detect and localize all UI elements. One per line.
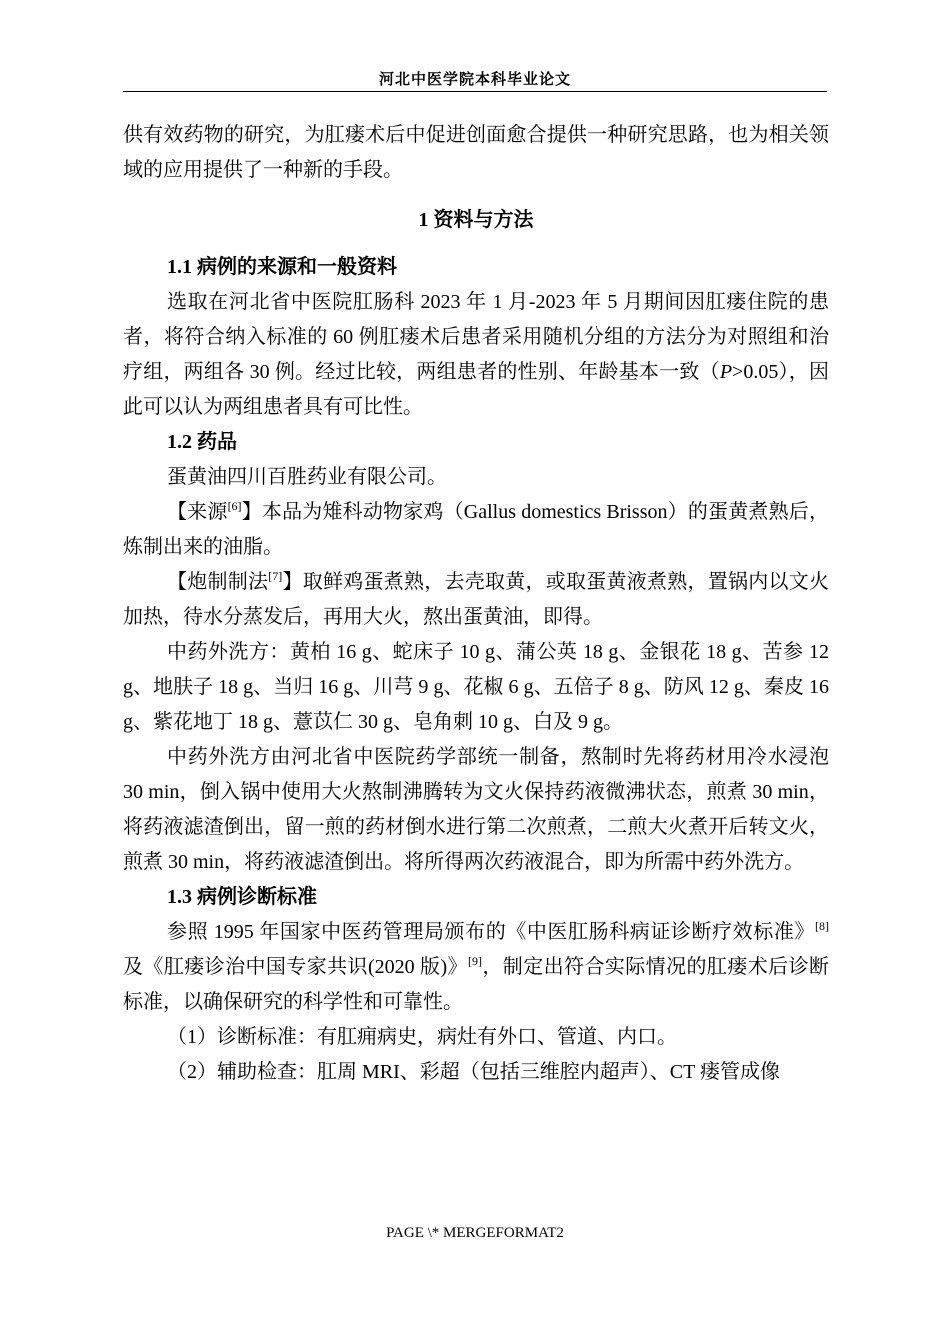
paragraph-decoction: 中药外洗方由河北省中医院药学部统一制备，熬制时先将药材用冷水浸泡 30 min，倒入锅中使用大火熬制沸腾转为文火保持药液微沸状态，煎煮 30 min，将药液滤渣倒出，留一煎的药材倒水进行第二次煎煮，二煎大火煮开后转文火，煎煮 30 min，将药液滤渣倒出。将所得两次药液混合，即为所需中药外洗方。 xyxy=(123,746,829,873)
section-heading: 1 资料与方法 xyxy=(418,209,534,231)
citation-ref: [6] xyxy=(227,499,242,513)
text-run: ，制定出符合实际情况的肛瘘术后诊断标准，以确保研究的科学性和可靠性。 xyxy=(123,956,829,1013)
paragraph-drug: 蛋黄油四川百胜药业有限公司。 xyxy=(167,466,447,488)
paragraph-criteria-reference xyxy=(123,915,829,1020)
paragraph-continuation: 供有效药物的研究，为肛瘘术后中促进创面愈合提供一种研究思路，也为相关领域的应用提供了一种新的手段。 xyxy=(123,124,829,181)
text-run: 选取在河北省中医院肛肠科 2023 年 1 月-2023 年 5 月期间因肛瘘住院的患者，将符合纳入标准的 60 例肛瘘术后患者采用随机分组的方法分为对照组和治疗组，两组各 30 例。经过比较，两组患者的性别、年龄基本一致（ xyxy=(123,291,829,383)
text-run: >0.05），因此可以认为两组患者具有可比性。 xyxy=(123,361,830,418)
citation-ref: [9] xyxy=(467,954,482,968)
text-run: 及《肛瘘诊治中国专家共识(2020 版)》 xyxy=(123,956,468,978)
text-run: 】本品为雉科动物家鸡（Gallus domestics Brisson）的蛋黄煮熟后，炼制出来的油脂。 xyxy=(123,501,829,558)
paragraph-patients xyxy=(123,285,829,425)
page-footer: PAGE \* MERGEFORMAT2 xyxy=(386,1225,564,1241)
citation-ref: [8] xyxy=(815,919,829,933)
paragraph-diagnosis-2: （2）辅助检查：肛周 MRI、彩超（包括三维腔内超声）、CT 瘘管成像 xyxy=(167,1061,780,1083)
header-rule xyxy=(123,91,827,92)
paragraph-source xyxy=(123,495,829,565)
subsection-heading-1-2: 1.2 药品 xyxy=(167,431,237,453)
text-run: 【来源 xyxy=(167,501,228,523)
citation-ref: [7] xyxy=(268,569,283,583)
paragraph-diagnosis-1: （1）诊断标准：有肛痈病史，病灶有外口、管道、内口。 xyxy=(167,1026,677,1048)
subsection-heading-1-3: 1.3 病例诊断标准 xyxy=(167,886,317,908)
running-header: 河北中医学院本科毕业论文 xyxy=(378,72,571,88)
text-run: 】取鲜鸡蛋煮熟，去壳取黄，或取蛋黄液煮熟，置锅内以文火加热，待水分蒸发后，再用大火，熬出蛋黄油，即得。 xyxy=(123,571,829,628)
subsection-heading-1-1: 1.1 病例的来源和一般资料 xyxy=(167,256,397,278)
page-body xyxy=(123,118,829,1090)
paragraph-formula: 中药外洗方：黄柏 16 g、蛇床子 10 g、蒲公英 18 g、金银花 18 g、苦参 12 g、地肤子 18 g、当归 16 g、川芎 9 g、花椒 6 g、五倍子 8 g、防风 12 g、秦皮 16 g、紫花地丁 18 g、薏苡仁 30 g、皂角刺 10 g、白及 9 g。 xyxy=(123,641,829,733)
text-run: 参照 1995 年国家中医药管理局颁布的《中医肛肠科病证诊断疗效标准》 xyxy=(167,921,815,943)
text-run: 【炮制制法 xyxy=(167,571,269,593)
paragraph-preparation xyxy=(123,565,829,635)
p-value-symbol: P xyxy=(719,361,733,383)
